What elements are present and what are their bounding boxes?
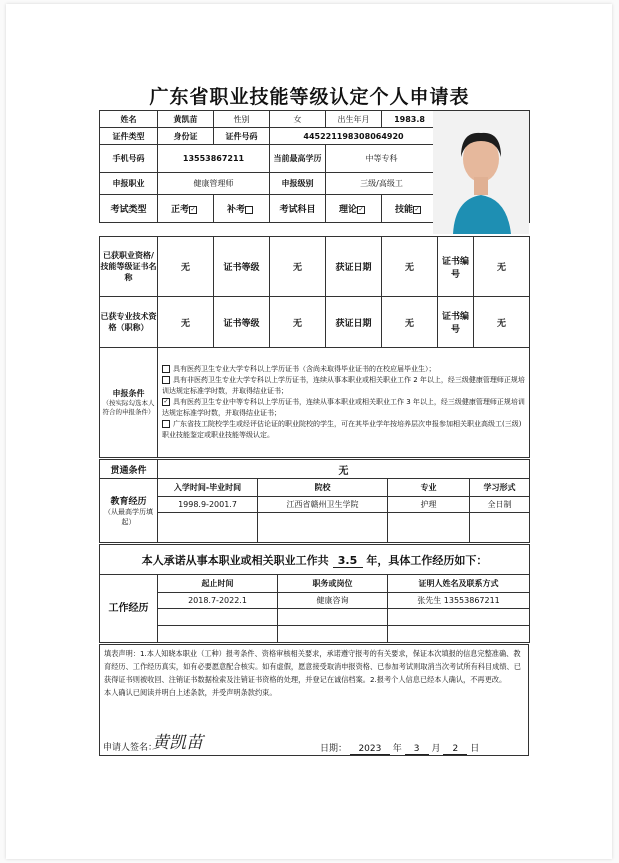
level-label: 申报级别 (270, 173, 326, 195)
name-label: 姓名 (100, 111, 158, 128)
gender-label: 性别 (214, 111, 270, 128)
condition-item[interactable]: 具有非医药卫生专业大学专科以上学历证书，连续从事本职业或相关职业工作 2 年以上，经三级健康管理师正规培训达规定标准学时数，并取得结业证书； (162, 376, 525, 395)
subject-2[interactable]: 技能✓ (382, 195, 438, 223)
edu-form: 全日制 (470, 497, 530, 513)
checkbox-empty-icon (245, 206, 253, 214)
condition-item[interactable]: 广东省技工院校学生或经评估论证的职业院校的学生，可在其毕业学年按培养层次申报参加相关职业高级工(三级)职业技能鉴定或职业技能等级认定。 (162, 420, 522, 439)
sign-label: 申请人签名： (103, 743, 158, 753)
conditions-label-cell: 申报条件 （按实际勾选本人符合的申报条件） (100, 348, 158, 458)
pledge-line: 本人承诺从事本职业或相关职业工作共 3.5 年，具体工作经历如下： (100, 545, 530, 575)
gender-value: 女 (270, 111, 326, 128)
work-position: 健康咨询 (278, 593, 388, 609)
subject-label: 考试科目 (270, 195, 326, 223)
cert-no-label: 证件号码 (214, 128, 270, 145)
birth-label: 出生年月 (326, 111, 382, 128)
condition-item[interactable]: 具有医药卫生专业大学专科以上学历证书（含尚未取得毕业证书的在校应届毕业生）； (162, 364, 525, 375)
job-value: 健康管理师 (158, 173, 270, 195)
through-value: 无 (158, 460, 530, 479)
qual-cert-label: 已获职业资格/技能等级证书名称 (100, 237, 158, 297)
job-label: 申报职业 (100, 173, 158, 195)
level-value: 三级/高级工 (326, 173, 438, 195)
declaration-confirm: 本人确认已阅读并明白上述条款，并受声明条款约束。 (104, 688, 277, 697)
qual-title-label: 已获专业技术资格（职称） (100, 297, 158, 348)
exam-type-1[interactable]: 正考✓ (158, 195, 214, 223)
birth-value: 1983.8 (382, 111, 438, 128)
check-mark-icon: ✓ (414, 205, 420, 213)
through-label: 贯通条件 (100, 460, 158, 479)
checkbox-icon (162, 420, 170, 428)
edu-value: 中等专科 (326, 145, 438, 173)
date-line: 日期： 2023 年 3 月 2 日 (320, 744, 480, 754)
cert-no-value: 445221198308064920 (270, 128, 438, 145)
phone-value: 13553867211 (158, 145, 270, 173)
cert-type-label: 证件类型 (100, 128, 158, 145)
exam-type-2[interactable]: 补考 (214, 195, 270, 223)
check-mark-icon: ✓ (190, 205, 196, 213)
phone-label: 手机号码 (100, 145, 158, 173)
edu-school: 江西省赣州卫生学院 (258, 497, 388, 513)
education-label-cell: 教育经历 （从最高学历填起） (100, 479, 158, 543)
conditions-list (158, 348, 530, 458)
name-value: 黄凯苗 (158, 111, 214, 128)
checkbox-icon (162, 365, 170, 373)
work-reference: 张先生 13553867211 (388, 593, 530, 609)
work-table: 本人承诺从事本职业或相关职业工作共 3.5 年，具体工作经历如下： 工作经历 起止时间 职务或岗位 证明人姓名及联系方式 2018.7-2022.1 健康咨询 张先生 13553867211 (99, 544, 530, 643)
work-label: 工作经历 (100, 575, 158, 643)
condition-item[interactable]: ✓ 具有医药卫生专业中等专科以上学历证书，连续从事本职业或相关职业工作 3 年以上，经三级健康管理师正规培训达规定标准学时数，并取得结业证书； (162, 398, 525, 417)
edu-label: 当前最高学历 (270, 145, 326, 173)
edu-period: 1998.9-2001.7 (158, 497, 258, 513)
check-mark-icon: ✓ (358, 205, 364, 213)
check-mark-icon: ✓ (163, 398, 169, 405)
applicant-photo (433, 111, 529, 234)
work-period: 2018.7-2022.1 (158, 593, 278, 609)
checkbox-icon (162, 376, 170, 384)
cert-type-value: 身份证 (158, 128, 214, 145)
education-table: 贯通条件 无 教育经历 （从最高学历填起） 入学时间-毕业时间 院校 专业 学习形式 1998.9-2001.7 江西省赣州卫生学院 护理 全日制 (99, 459, 530, 543)
subject-1[interactable]: 理论✓ (326, 195, 382, 223)
signature: 黄凯苗 (152, 733, 203, 753)
exam-type-label: 考试类型 (100, 195, 158, 223)
edu-major: 护理 (388, 497, 470, 513)
form-title: 广东省职业技能等级认定个人申请表 (149, 86, 470, 108)
declaration-text: 填表声明：1.本人知晓本职业（工种）报考条件、资格审核相关要求，承诺遵守报考的有关要求，保证本次填报的信息完整准确、教育经历、工作经历真实，如有必要愿意配合核实。如有虚假，愿意接受取消申报资格、已参加考试则取消当次考试所有科目成绩、已获得证书则被收回、注销证书数据检索及注销证书资格的处理，并登记在诚信档案。2.报考个人信息已经本人确认，不再更改。 (104, 649, 521, 684)
qualification-table: 已获职业资格/技能等级证书名称 无 证书等级 无 获证日期 无 证书编号 无 已获专业技术资格（职称） 无 证书等级 无 获证日期 无 证书编号 无 (99, 236, 530, 348)
conditions-table (99, 347, 530, 458)
